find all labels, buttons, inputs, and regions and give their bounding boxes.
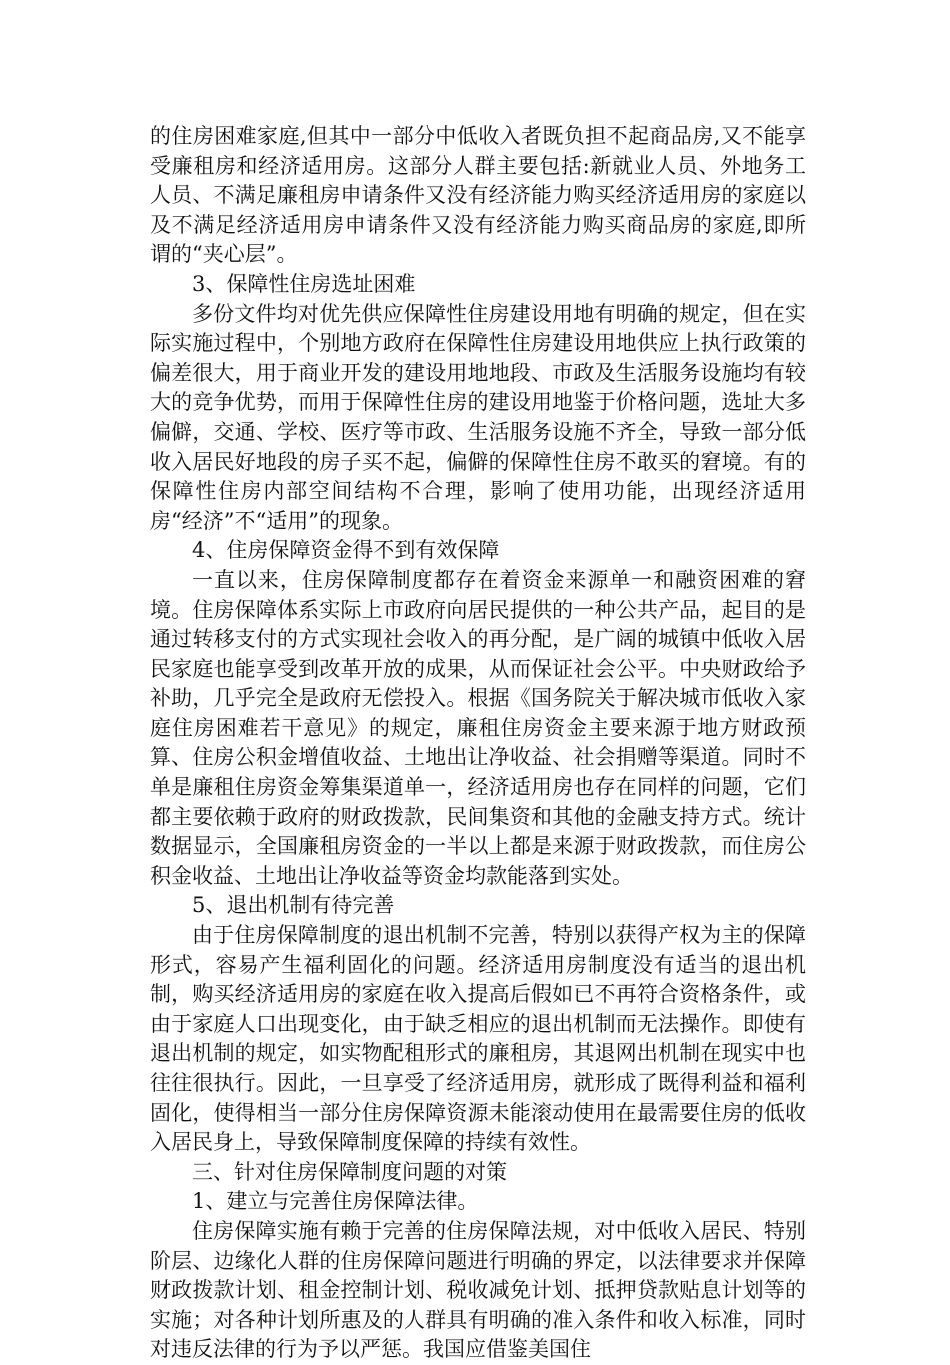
section-heading-5: 5、退出机制有待完善: [192, 893, 395, 918]
paragraph-exit-mechanism: 由于住房保障制度的退出机制不完善，特别以获得产权为主的保障形式，容易产生福利固化的问题。经济适用房制度没有适当的退出机制，购买经济适用房的家庭在收入提高后假如已不再符合资格条件，或由于家庭人口出现变化，由于缺乏相应的退出机制而无法操作。即使有退出机制的规定，如实物配租形式的廉租房，其退网出机制在现实中也往往很执行。因此，一旦享受了经济适用房，就形成了既得利益和福利固化，使得相当一部分住房保障资源未能滚动使用在最需要住房的低收入居民身上，导致保障制度保障的持续有效性。: [150, 923, 806, 1155]
section-heading-1: 1、建立与完善住房保障法律。: [192, 1189, 479, 1214]
paragraph-site-selection: 多份文件均对优先供应保障性住房建设用地有明确的规定，但在实际实施过程中，个别地方政府在保障性住房建设用地供应上执行政策的偏差很大，用于商业开发的建设用地地段、市政及生活服务设施均有较大的竞争优势，而用于保障性住房的建设用地鉴于价格问题，选址大多偏僻，交通、学校、医疗等市政、生活服务设施不齐全，导致一部分低收入居民好地段的房子买不起，偏僻的保障性住房不敢买的窘境。有的保障性住房内部空间结构不合理，影响了使用功能，出现经济适用房“经济”不“适用”的现象。: [150, 301, 806, 533]
document-page: [150, 122, 806, 1365]
section-heading-3: 3、保障性住房选址困难: [192, 271, 416, 296]
paragraph-continuation: 的住房困难家庭,但其中一部分中低收入者既负担不起商品房,又不能享受廉租房和经济适用房。这部分人群主要包括:新就业人员、外地务工人员、不满足廉租房申请条件又没有经济能力购买经济适用房的家庭以及不满足经济适用房申请条件又没有经济能力购买商品房的家庭,即所谓的“夹心层”。: [150, 124, 806, 267]
chapter-heading-3: 三、针对住房保障制度问题的对策: [192, 1159, 507, 1184]
section-heading-4: 4、住房保障资金得不到有效保障: [192, 538, 500, 563]
paragraph-funding: 一直以来，住房保障制度都存在着资金来源单一和融资困难的窘境。住房保障体系实际上市政府向居民提供的一种公共产品，起目的是通过转移支付的方式实现社会收入的再分配，是广阔的城镇中低收入居民家庭也能享受到改革开放的成果，从而保证社会公平。中央财政给予补助，几乎完全是政府无偿投入。根据《国务院关于解决城市低收入家庭住房困难若干意见》的规定，廉租住房资金主要来源于地方财政预算、住房公积金增值收益、土地出让净收益、社会捐赠等渠道。同时不单是廉租住房资金筹集渠道单一，经济适用房也存在同样的问题，它们都主要依赖于政府的财政拨款，民间集资和其他的金融支持方式。统计数据显示，全国廉租房资金的一半以上都是来源于财政拨款，而住房公积金收益、土地出让净收益等资金均款能落到实处。: [150, 567, 806, 888]
paragraph-legislation: 住房保障实施有赖于完善的住房保障法规，对中低收入居民、特别阶层、边缘化人群的住房保障问题进行明确的界定，以法律要求并保障财政拨款计划、租金控制计划、税收减免计划、抵押贷款贴息计划等的实施；对各种计划所惠及的人群具有明确的准入条件和收入标准，同时对违反法律的行为予以严惩。我国应借鉴美国住: [150, 1218, 806, 1362]
